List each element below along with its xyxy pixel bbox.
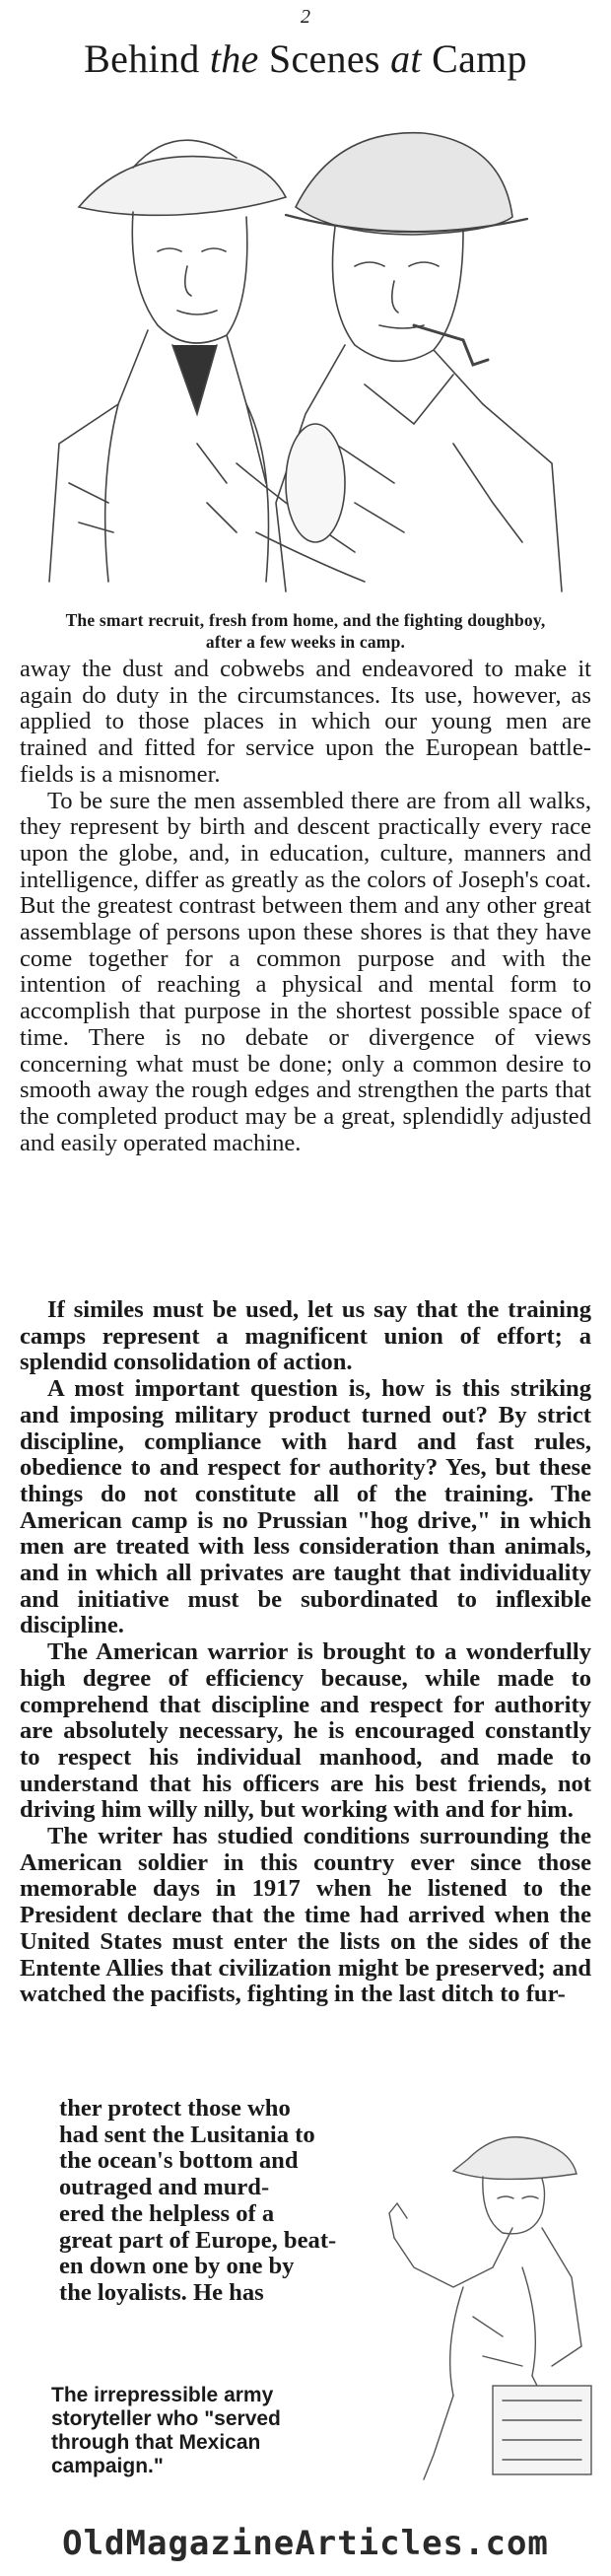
page-number: 2	[301, 6, 310, 28]
wrap-line: the ocean's bottom and	[59, 2147, 299, 2175]
paragraph-1: away the dust and cobwebs and endeavored to make it again do duty in the circumstances. Its use, however, as applied to those places in which our young men are trained and fitted for service upon the European battle-fields is a misnomer.	[20, 656, 591, 788]
wrap-line: had sent the Lusitania to	[59, 2121, 315, 2148]
title-em-2: at	[390, 36, 422, 81]
paragraph-5: The American warrior is brought to a wonderfully high degree of efficiency because, while made to comprehend that discipline and respect for authority are absolutely necessary, he is encouraged constantly to respect his individual manhood, and made to understand that his officers are his best friends, not driving him willy nilly, but working with and for him.	[20, 1638, 591, 1824]
title-em-1: the	[209, 36, 259, 81]
site-watermark: OldMagazineArticles.com	[62, 2524, 549, 2563]
title-part-2: Scenes	[258, 36, 391, 81]
top-illustration-caption: The smart recruit, fresh from home, and the fighting doughboy, after a few weeks in camp.	[65, 610, 546, 652]
title-part-1: Behind	[84, 36, 210, 81]
bottom-illustration-caption: The irrepressible army storyteller who "served through that Mexican campaign."	[51, 2384, 281, 2477]
paragraph-4: A most important question is, how is this striking and imposing military product turned out? By strict discipline, compliance with hard and fast rules, obedience to and respect for authority? Yes, but these things do not constitute all of the training. The American camp is no Prussian "hog drive," in which men are treated with less consideration than animals, and in which all privates are taught that individuality and initiative must be subordinated to inflexible discipline.	[20, 1375, 591, 1639]
wrapped-text-column	[59, 2096, 394, 2307]
wrap-line: ther protect those who	[59, 2095, 291, 2122]
wrap-line: outraged and murd-	[59, 2174, 270, 2201]
paragraph-6: The writer has studied conditions surrounding the American soldier in this country ever since those memorable days in 1917 when he listened to the President declare that the time had arrived when the United States must enter the lists on the sides of the Entente Allies that civilization might be preserved; and watched the pacifists, fighting in the last ditch to fur-	[20, 1823, 591, 2008]
soldiers-sketch-illustration	[39, 89, 572, 601]
wrap-line: the loyalists. He has	[59, 2278, 264, 2306]
article-body-lower	[20, 1297, 591, 2008]
page-title	[0, 34, 611, 85]
paragraph-2: To be sure the men assembled there are from all walks, they represent by birth and descent practically every race upon the globe, and, in education, culture, manners and intelligence, differ as greatly as the colors of Joseph's coat. But the greatest contrast between them and any other great assemblage of persons upon these shores is that they have come together for a common purpose and with the intention of reaching a physical and mental form to accomplish that purpose in the shortest possible space of time. There is no debate or divergence of views concerning what must be done; only a common desire to smooth away the rough edges and strengthen the parts that the completed product may be a great, splendidly adjusted and easily operated machine.	[20, 787, 591, 1156]
article-body-upper	[20, 657, 591, 1156]
title-part-3: Camp	[421, 36, 527, 81]
paragraph-3: If similes must be used, let us say that the training camps represent a magnificent union of effort; a splendid consolidation of action.	[20, 1296, 591, 1376]
storyteller-sketch-illustration	[374, 2120, 606, 2489]
wrap-line: en down one by one by	[59, 2253, 295, 2280]
wrap-line: great part of Europe, beat-	[59, 2226, 337, 2254]
wrap-line: ered the helpless of a	[59, 2199, 275, 2227]
